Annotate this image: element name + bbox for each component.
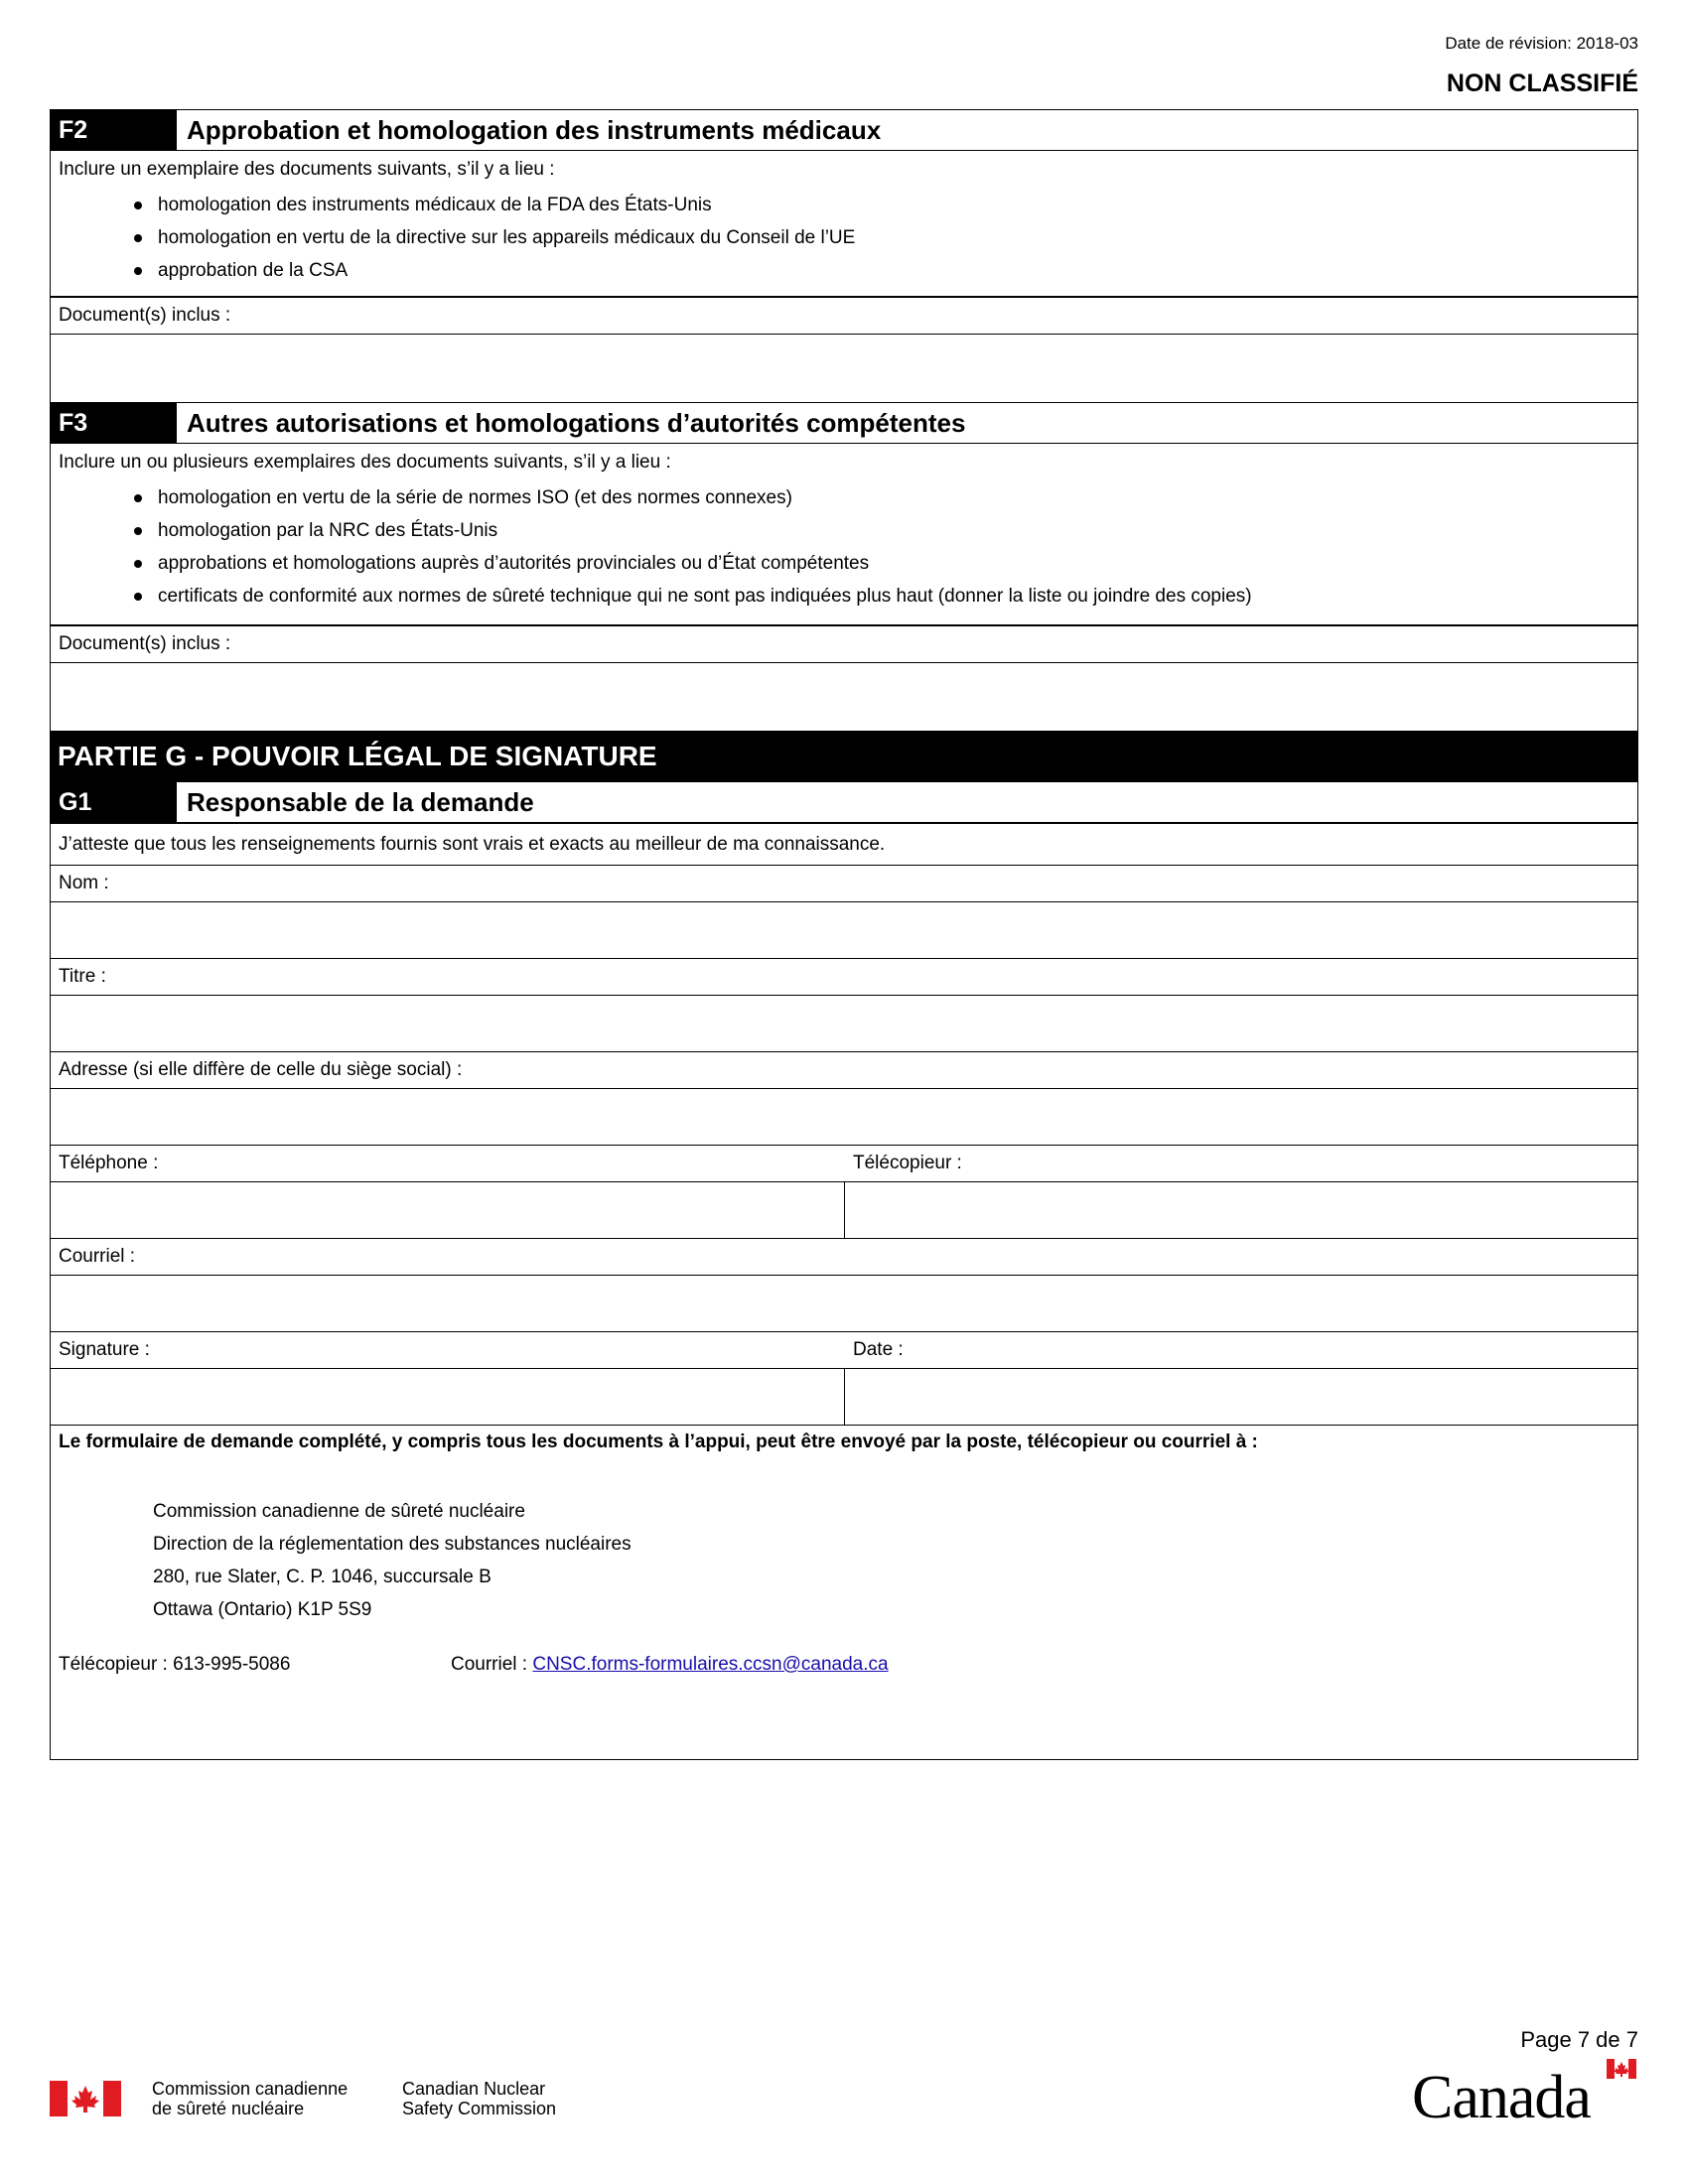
address-line: Direction de la réglementation des substances nucléaires	[153, 1534, 632, 1555]
adresse-field[interactable]	[50, 1088, 1638, 1146]
wordmark-flag-icon	[1607, 2059, 1636, 2079]
canada-flag-icon	[50, 2081, 121, 2116]
signature-date-labels	[50, 1331, 1638, 1369]
telephone-field[interactable]	[50, 1181, 845, 1239]
section-f2-header	[50, 109, 1638, 151]
signature-label: Signature :	[59, 1339, 150, 1360]
f3-docs-label: Document(s) inclus :	[50, 625, 1638, 663]
org-name-en: Canadian Nuclear Safety Commission	[402, 2079, 557, 2118]
submission-box	[50, 1425, 1638, 1760]
list-item: homologation en vertu de la série de normes ISO (et des normes connexes)	[51, 481, 1637, 514]
page-number: Page 7 de 7	[1520, 2027, 1638, 2052]
f3-list	[51, 481, 1637, 613]
revision-date: Date de révision: 2018-03	[1445, 34, 1638, 53]
mailing-address	[153, 1495, 632, 1626]
titre-field[interactable]	[50, 995, 1638, 1052]
list-item: homologation des instruments médicaux de la FDA des États-Unis	[51, 189, 1637, 221]
section-f3-header	[50, 402, 1638, 444]
signature-field[interactable]	[50, 1368, 845, 1426]
f3-intro: Inclure un ou plusieurs exemplaires des documents suivants, s’il y a lieu :	[59, 452, 671, 473]
telecopieur-label: Télécopieur :	[853, 1153, 962, 1173]
phone-fax-labels	[50, 1145, 1638, 1182]
section-title: Responsable de la demande	[187, 787, 534, 817]
telephone-label: Téléphone :	[59, 1153, 159, 1173]
section-title: Approbation et homologation des instruments médicaux	[187, 115, 882, 145]
f2-list	[51, 189, 1637, 287]
f2-intro: Inclure un exemplaire des documents suivants, s’il y a lieu :	[59, 159, 555, 180]
f3-instructions	[50, 443, 1638, 625]
part-g-header: PARTIE G - POUVOIR LÉGAL DE SIGNATURE	[50, 732, 1638, 781]
org-name-fr: Commission canadienne de sûreté nucléaire	[152, 2079, 349, 2118]
f3-docs-field[interactable]	[50, 662, 1638, 732]
f2-instructions	[50, 150, 1638, 297]
section-code: F2	[51, 110, 177, 150]
section-code: F3	[51, 403, 177, 443]
titre-label: Titre :	[50, 958, 1638, 996]
courriel-label: Courriel :	[50, 1238, 1638, 1276]
date-field[interactable]	[844, 1368, 1638, 1426]
submission-instruction: Le formulaire de demande complété, y compris tous les documents à l’appui, peut être envoyé par la poste, télécopieur ou courriel à :	[59, 1432, 1258, 1452]
address-line: Ottawa (Ontario) K1P 5S9	[153, 1599, 372, 1620]
address-line: Commission canadienne de sûreté nucléaire	[153, 1501, 525, 1522]
list-item: homologation en vertu de la directive sur les appareils médicaux du Conseil de l’UE	[51, 221, 1637, 254]
section-code: G1	[51, 782, 177, 822]
section-g1-header	[50, 781, 1638, 823]
attestation-text: J’atteste que tous les renseignements fournis sont vrais et exacts au meilleur de ma connaissance.	[50, 823, 1638, 865]
email-label: Courriel :	[451, 1654, 533, 1675]
email-link[interactable]: CNSC.forms-formulaires.ccsn@canada.ca	[532, 1654, 889, 1675]
telecopieur-field[interactable]	[844, 1181, 1638, 1239]
canada-wordmark: Canada	[1412, 2059, 1640, 2128]
email-line	[451, 1654, 889, 1676]
list-item: approbation de la CSA	[51, 254, 1637, 287]
list-item: homologation par la NRC des États-Unis	[51, 514, 1637, 547]
nom-label: Nom :	[50, 865, 1638, 902]
courriel-field[interactable]	[50, 1275, 1638, 1332]
address-line: 280, rue Slater, C. P. 1046, succursale B	[153, 1567, 492, 1587]
fax-number: Télécopieur : 613-995-5086	[59, 1654, 291, 1675]
f2-docs-field[interactable]	[50, 334, 1638, 403]
section-title: Autres autorisations et homologations d’autorités compétentes	[187, 408, 966, 438]
date-label: Date :	[853, 1339, 904, 1360]
f2-docs-label: Document(s) inclus :	[50, 297, 1638, 335]
list-item: approbations et homologations auprès d’autorités provinciales ou d’État compétentes	[51, 547, 1637, 580]
adresse-label: Adresse (si elle diffère de celle du siège social) :	[50, 1051, 1638, 1089]
list-item: certificats de conformité aux normes de sûreté technique qui ne sont pas indiquées plus haut (donner la liste ou joindre des copies)	[51, 580, 1637, 613]
nom-field[interactable]	[50, 901, 1638, 959]
classification: NON CLASSIFIÉ	[1446, 69, 1638, 97]
